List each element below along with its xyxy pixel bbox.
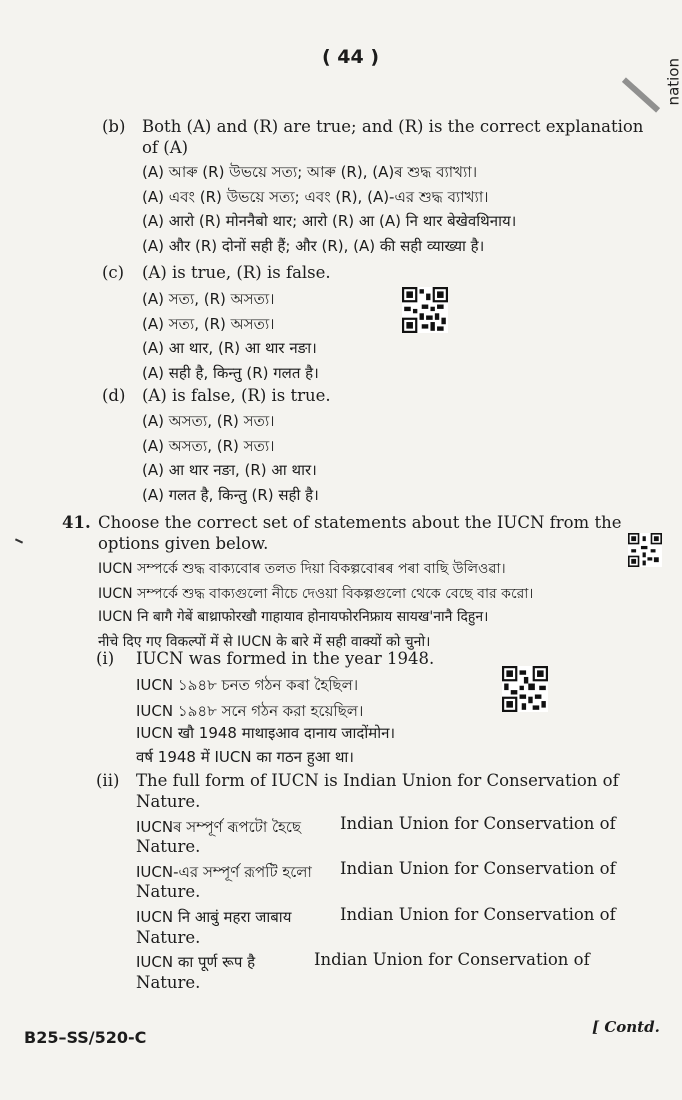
q41-ii-bodo-lead: IUCN नि आबुं महरा जाबाय <box>136 908 292 926</box>
q41-en-line1: Choose the correct set of statements about the IUCN from the <box>98 513 622 532</box>
option-b-en-line2: of (A) <box>142 138 189 157</box>
option-d-bodo: (A) आ थार नङा, (R) आ थार। <box>142 461 317 479</box>
option-c-assamese: (A) সত্য, (R) অসত্য। <box>142 290 275 308</box>
qr-code <box>502 666 548 712</box>
q41-ii-hindi-tail: Indian Union for Conservation of <box>314 950 590 969</box>
option-d-bengali: (A) অসত্য, (R) সত্য। <box>142 437 275 455</box>
q41-number: 41. <box>62 513 91 532</box>
option-c-label: (c) <box>102 263 125 282</box>
q41-ii-assamese-end: Nature. <box>136 837 201 856</box>
q41-ii-hindi-lead: IUCN का पूर्ण रूप है <box>136 953 256 971</box>
q41-ii-en-line1: The full form of IUCN is Indian Union for Conservation of <box>136 771 619 790</box>
q41-bodo: IUCN नि बागै गेबें बाथ्राफोरखौ गाहायाव होनायफोरनिफ्राय सायख'नानै दिहुन। <box>98 609 489 625</box>
q41-i-hindi: वर्ष 1948 में IUCN का गठन हुआ था। <box>136 748 354 766</box>
q41-ii-bengali-lead: IUCN-এর সম্পূর্ণ রূপটি হলো <box>136 863 312 881</box>
q41-ii-bengali-tail: Indian Union for Conservation of <box>340 859 616 878</box>
q41-i-assamese: IUCN ১৯৪৮ চনত গঠন কৰা হৈছিল। <box>136 676 359 694</box>
q41-ii-en-line2: Nature. <box>136 792 201 811</box>
q41-ii-assamese-tail: Indian Union for Conservation of <box>340 814 616 833</box>
q41-ii-bengali-end: Nature. <box>136 882 201 901</box>
option-d-hindi: (A) गलत है, किन्तु (R) सही है। <box>142 486 319 504</box>
option-c-bengali: (A) সত্য, (R) অসত্য। <box>142 315 275 333</box>
option-c-bodo: (A) आ थार, (R) आ थार नङा। <box>142 339 317 357</box>
option-c-hindi: (A) सही है, किन्तु (R) गलत है। <box>142 364 319 382</box>
margin-mark <box>15 538 23 543</box>
q41-ii-bodo-tail: Indian Union for Conservation of <box>340 905 616 924</box>
option-d-en: (A) is false, (R) is true. <box>142 386 331 405</box>
q41-hindi: नीचे दिए गए विकल्पों में से IUCN के बारे में सही वाक्यों को चुनो। <box>98 634 431 650</box>
option-b-hindi: (A) और (R) दोनों सही हैं; और (R), (A) की सही व्याख्या है। <box>142 237 485 255</box>
q41-ii-label: (ii) <box>96 771 120 790</box>
q41-bengali: IUCN সম্পর্কে শুদ্ধ বাক্যগুলো নীচে দেওয়া বিকল্পগুলো থেকে বেছে বার করো। <box>98 586 534 602</box>
q41-i-label: (i) <box>96 649 115 668</box>
qr-code-pattern <box>628 533 662 567</box>
qr-code-pattern <box>402 287 448 333</box>
paper-code: B25–SS/520-C <box>24 1028 147 1047</box>
option-b-bengali: (A) এবং (R) উভয়ে সত্য; এবং (R), (A)-এর শুদ্ধ ব্যাখ্যা। <box>142 188 489 206</box>
q41-ii-hindi-end: Nature. <box>136 973 201 992</box>
option-b-assamese: (A) আৰু (R) উভয়ে সত্য; আৰু (R), (A)ৰ শুদ্ধ ব্যাখ্যা। <box>142 163 478 181</box>
qr-code <box>628 533 662 567</box>
q41-i-bengali: IUCN ১৯৪৮ সনে গঠন করা হয়েছিল। <box>136 702 364 720</box>
option-c-en: (A) is true, (R) is false. <box>142 263 331 282</box>
corner-mark <box>622 77 660 112</box>
page-number: ( 44 ) <box>322 46 380 68</box>
option-b-en-line1: Both (A) and (R) are true; and (R) is the correct explanation <box>142 117 644 136</box>
option-b-bodo: (A) आरो (R) मोननैबो थार; आरो (R) आ (A) नि थार बेखेवथिनाय। <box>142 212 517 230</box>
continued-label: [ Contd. <box>592 1018 660 1036</box>
q41-ii-assamese-lead: IUCNৰ সম্পূৰ্ণ ৰূপটো হৈছে <box>136 818 302 836</box>
option-d-label: (d) <box>102 386 126 405</box>
option-d-assamese: (A) অসত্য, (R) সত্য। <box>142 412 275 430</box>
option-b-label: (b) <box>102 117 126 136</box>
corner-text: nation <box>664 58 682 106</box>
qr-code <box>402 287 448 333</box>
q41-assamese: IUCN সম্পৰ্কে শুদ্ধ বাক্যবোৰ তলত দিয়া বিকল্পবোৰৰ পৰা বাছি উলিওৱা। <box>98 561 506 577</box>
q41-i-en: IUCN was formed in the year 1948. <box>136 649 435 668</box>
qr-code-pattern <box>502 666 548 712</box>
q41-ii-bodo-end: Nature. <box>136 928 201 947</box>
q41-en-line2: options given below. <box>98 534 269 553</box>
q41-i-bodo: IUCN खौ 1948 माथाइआव दानाय जादोंमोन। <box>136 724 396 742</box>
